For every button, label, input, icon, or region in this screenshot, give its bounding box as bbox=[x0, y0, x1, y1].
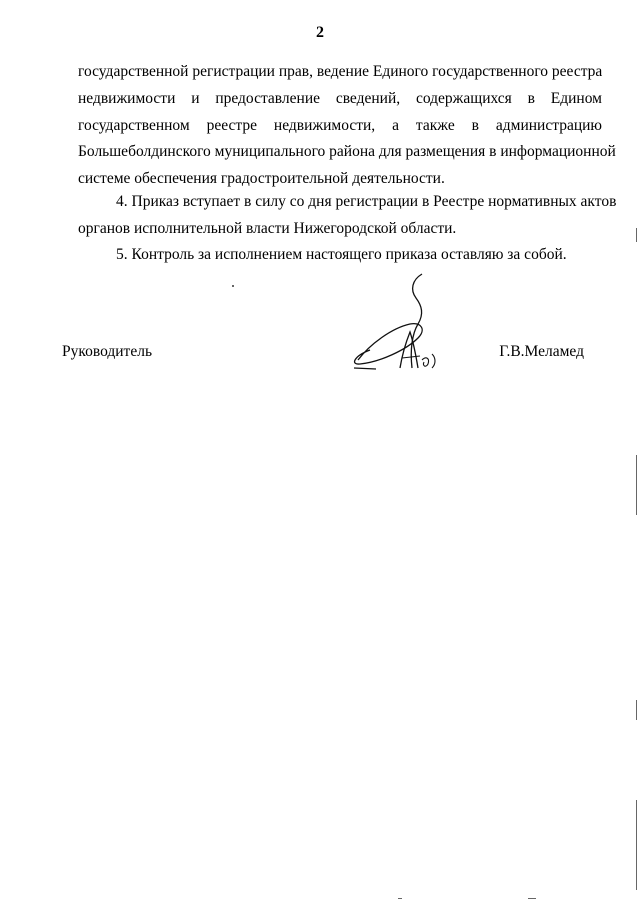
paragraph-line: системе обеспечения градостроительной деятельности. bbox=[78, 170, 445, 188]
paragraph-line: органов исполнительной власти Нижегородской области. bbox=[78, 219, 457, 237]
scan-dot bbox=[232, 285, 234, 287]
scan-edge-mark bbox=[636, 700, 637, 720]
paragraph-line: Большеболдинского муниципального района для размещения в информационной bbox=[78, 143, 616, 161]
paragraph-line: государственной регистрации прав, ведение Единого государственного реестра bbox=[78, 63, 603, 80]
scan-dot bbox=[528, 898, 536, 899]
scan-edge-mark bbox=[636, 455, 637, 515]
handwritten-signature bbox=[340, 272, 450, 382]
scan-dot bbox=[398, 898, 402, 899]
signer-name: Г.В.Меламед bbox=[499, 343, 584, 360]
paragraph-line: 5. Контроль за исполнением настоящего приказа оставляю за собой. bbox=[116, 246, 567, 263]
scan-edge-mark bbox=[636, 800, 637, 890]
paragraph-4 bbox=[78, 189, 617, 243]
signer-title: Руководитель bbox=[62, 343, 153, 360]
scan-edge-mark bbox=[636, 228, 637, 242]
paragraph-5 bbox=[78, 242, 602, 269]
paragraph-line: недвижимости и предоставление сведений, содержащихся в Едином bbox=[78, 89, 602, 107]
paragraph-line: 4. Приказ вступает в силу со дня регистрации в Реестре нормативных актов bbox=[116, 193, 617, 210]
paragraph-line: государственном реестре недвижимости, а также в администрацию bbox=[78, 116, 602, 134]
page-number: 2 bbox=[316, 24, 324, 41]
paragraph-continued bbox=[78, 59, 616, 193]
